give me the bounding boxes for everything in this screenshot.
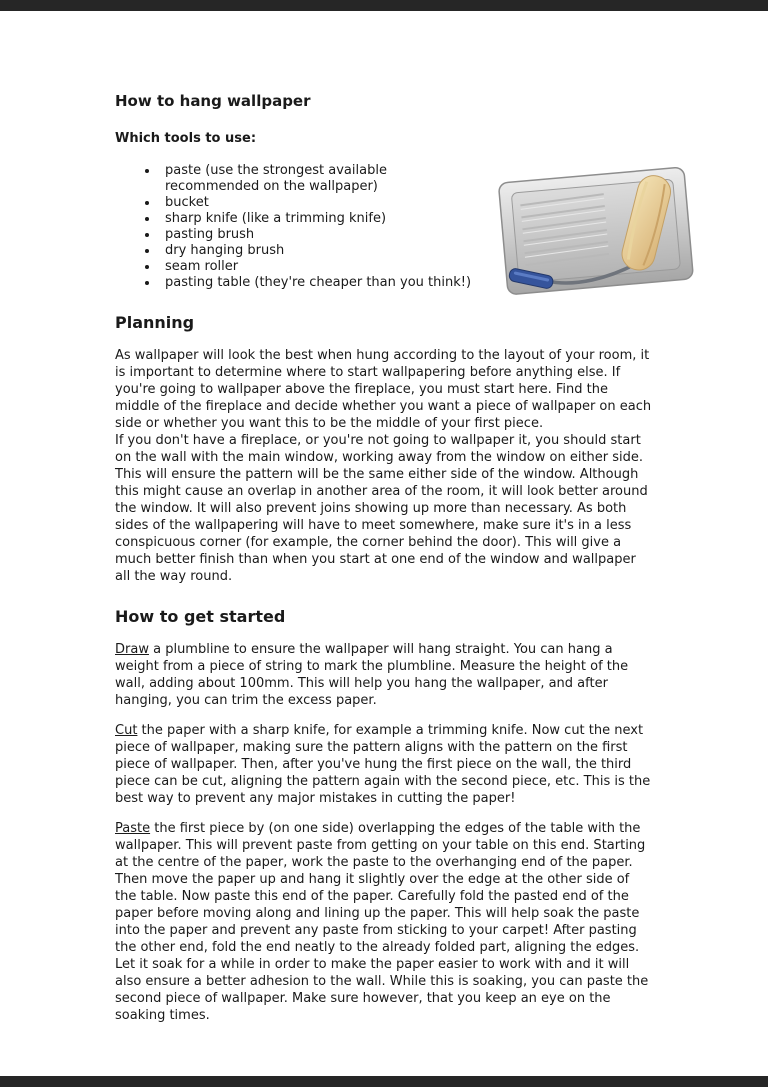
step-draw <box>115 641 653 709</box>
planning-paragraph-1: As wallpaper will look the best when hung according to the layout of your room, it is important to determine where to start wallpapering before anything else. If you're going to wallpaper above the fireplace, you must start here. Find the middle of the fireplace and decide whether you want a piece of wallpaper on each side or whether you want this to be the middle of your first piece. <box>115 348 652 431</box>
tool-item: • pasting table (they're cheaper than you think!) <box>159 275 653 291</box>
planning-heading: Planning <box>115 313 195 332</box>
get-started-heading: How to get started <box>115 607 286 626</box>
tool-item: • dry hanging brush <box>159 243 653 259</box>
step-cut-text: the paper with a sharp knife, for example a trimming knife. Now cut the next piece of wallpaper, making sure the pattern aligns with the pattern on the first piece of wallpaper. Then, after you've hung the first piece on the wall, the third piece can be cut, aligning the pattern again with the second piece, etc. This is the best way to prevent any major mistakes in cutting the paper! <box>115 723 651 806</box>
planning-paragraph-2: If you don't have a fireplace, or you're not going to wallpaper it, you should start on the wall with the main window, working away from the window on either side. This will ensure the pattern will be the same either side of the window. Although this might cause an overlap in another area of the room, it will look better around the window. It will also prevent joins showing up more than necessary. As both sides of the wallpapering will have to meet somewhere, make sure it's in a less conspicuous corner (for example, the corner behind the door). This will give a much better finish than when you start at one end of the window and wallpaper all the way round. <box>115 433 648 584</box>
step-draw-lead: Draw <box>115 642 149 657</box>
tool-item: • sharp knife (like a trimming knife) <box>159 211 653 227</box>
paint-roller-tray-image <box>489 157 701 299</box>
tool-item: • paste (use the strongest available recommended on the wallpaper) <box>159 163 653 195</box>
step-paste-lead: Paste <box>115 821 151 836</box>
tool-item: • seam roller <box>159 259 653 275</box>
step-cut-lead: Cut <box>115 723 138 738</box>
document-page <box>0 11 768 1076</box>
step-draw-text: a plumbline to ensure the wallpaper will hang straight. You can hang a weight from a piece of string to mark the plumbline. Measure the height of the wall, adding about 100mm. This will help you hang the wallpaper, and after hanging, you can trim the excess paper. <box>115 642 629 708</box>
paint-tray-illustration <box>489 157 701 299</box>
tool-item: • bucket <box>159 195 653 211</box>
tool-item: • pasting brush <box>159 227 653 243</box>
step-paste-text: the first piece by (on one side) overlapping the edges of the table with the wallpaper. This will prevent paste from getting on your table on this end. Starting at the centre of the paper, work the paste to the overhanging end of the paper. Then move the paper up and hang it slightly over the edge at the other side of the table. Now paste this end of the paper. Carefully fold the pasted end of the paper before moving along and lining up the paper. This will help soak the paste into the paper and prevent any paste from sticking to your carpet! After pasting the other end, fold the end neatly to the already folded part, aligning the edges. Let it soak for a while in order to make the paper easier to work with and it will also ensure a better adhesion to the wall. While this is soaking, you can paste the second piece of wallpaper. Make sure however, that you keep an eye on the soaking times. <box>115 821 649 1023</box>
document-title: How to hang wallpaper <box>115 92 311 110</box>
step-paste <box>115 820 653 1024</box>
tools-section <box>115 163 653 291</box>
tools-heading: Which tools to use: <box>115 131 257 146</box>
step-cut <box>115 722 653 807</box>
